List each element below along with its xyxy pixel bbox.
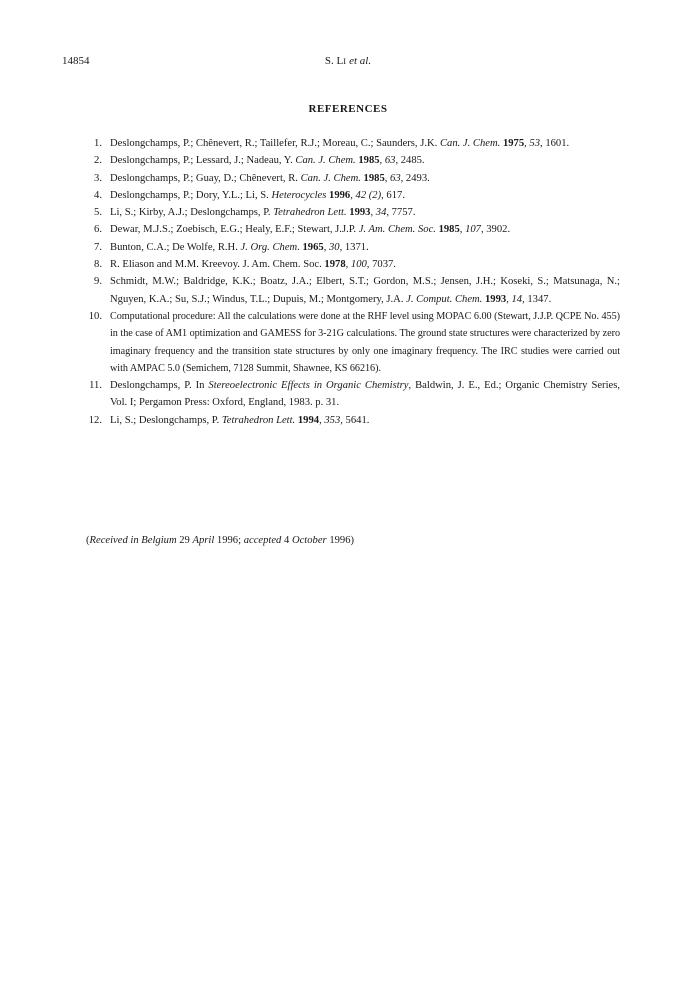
- received-open-paren: (: [86, 535, 90, 546]
- reference-segment: , 617.: [381, 189, 405, 201]
- reference-italic-segment: 63: [384, 155, 396, 167]
- running-title-author-initial: S. L: [324, 55, 344, 67]
- reference-text: [110, 170, 620, 187]
- reference-segment: Deslongchamps, P. In: [110, 380, 209, 392]
- reference-italic-segment: 107: [465, 224, 481, 236]
- reference-bold-segment: 1978: [324, 259, 346, 271]
- reference-italic-segment: Tetrahedron Lett.: [273, 207, 347, 219]
- reference-segment: R. Eliason and M.M. Kreevoy. J. Am. Chem. Soc.: [110, 259, 325, 271]
- reference-segment: Deslongchamps, P.; Dory, Y.L.; Li, S.: [110, 189, 272, 201]
- reference-segment: ,: [319, 414, 325, 426]
- reference-bold-segment: 1996: [329, 189, 351, 201]
- received-note: [86, 535, 354, 546]
- reference-number: 7 .: [80, 239, 102, 256]
- reference-bold-segment: 1975: [502, 138, 525, 149]
- reference-segment: Computational procedure: All the calculations were done at the RHF level using MOPAC 6.00 (Stewart, J.J.P. QCPE No. 455) in the case of AM1 optimization and GAMESS for 3-21G calculations. The ground state structures were characterized by zero imaginary frequency and the transition state structures by only one imaginary frequency. The IRC studies were carried out with AMPAC 5.0 (Semichem, 7128 Summit, Shawnee, KS 66216).: [110, 310, 620, 374]
- reference-item: [80, 170, 620, 187]
- reference-italic-segment: 353: [324, 414, 341, 426]
- reference-segment: Schmidt, M.W.; Baldridge, K.K.; Boatz, J.A.; Elbert, S.T.; Gordon, M.S.; Jensen, J.H.; Koseki, S.; Matsunaga, N.; Nguyen, K.A.; Su, S.J.; Windus, T.L.; Dupuis, M.; Montgomery, J.A.: [110, 276, 620, 305]
- reference-segment: ,: [459, 224, 466, 236]
- reference-bold-segment: 1965: [302, 241, 324, 253]
- reference-text: [110, 204, 620, 221]
- reference-segment: Deslongchamps, P.; Guay, D.; Chênevert, R.: [110, 172, 301, 184]
- reference-italic-segment: Stereoelectronic Effects in Organic Chemistry: [208, 380, 409, 392]
- reference-segment: , 3902.: [480, 224, 511, 236]
- reference-item: [80, 204, 620, 221]
- reference-text: [110, 273, 620, 308]
- reference-number: 11 .: [80, 377, 102, 394]
- reference-segment: , Baldwin, J. E., Ed.; Organic Chemistry Series, Vol. I; Pergamon Press: Oxford, England, 1983. p. 31.: [110, 380, 620, 409]
- reference-text: [110, 152, 620, 169]
- reference-item: [80, 152, 620, 169]
- reference-italic-segment: J. Am. Chem. Soc.: [358, 224, 436, 236]
- reference-italic-segment: Tetrahedron Lett.: [221, 414, 296, 426]
- reference-segment: ,: [506, 293, 512, 305]
- reference-segment: ,: [345, 259, 351, 271]
- reference-segment: , 5641.: [340, 414, 370, 426]
- running-title-author-rest: I: [343, 56, 347, 66]
- reference-text: [110, 308, 620, 377]
- reference-item: [80, 273, 620, 308]
- reference-bold-segment: 1993: [485, 293, 507, 305]
- reference-segment: , 2493.: [400, 172, 430, 184]
- reference-segment: ,: [379, 155, 385, 167]
- reference-italic-segment: 14: [511, 293, 523, 305]
- reference-text: [110, 239, 620, 256]
- reference-segment: , 1371.: [339, 241, 369, 253]
- received-month: April: [192, 535, 215, 546]
- received-label: Received in Belgium: [89, 535, 177, 546]
- reference-segment: ,: [384, 172, 391, 184]
- reference-text: [110, 135, 620, 152]
- reference-italic-segment: J. Org. Chem.: [240, 241, 300, 253]
- reference-italic-segment: Can. J. Chem.: [295, 155, 356, 167]
- reference-bold-segment: 1985: [358, 155, 380, 167]
- reference-segment: Deslongchamps, P.; Lessard, J.; Nadeau, Y.: [110, 155, 296, 167]
- reference-segment: , 7037.: [366, 259, 396, 271]
- reference-bold-segment: 1993: [349, 207, 371, 219]
- reference-number: 1 .: [80, 135, 102, 152]
- accepted-year: 1996: [326, 535, 351, 546]
- accepted-month: October: [291, 535, 327, 546]
- reference-number: 9 .: [80, 273, 102, 290]
- reference-text: [110, 412, 620, 429]
- reference-segment: ,: [323, 241, 329, 253]
- reference-italic-segment: J. Comput. Chem.: [406, 293, 483, 305]
- reference-italic-segment: Can. J. Chem.: [439, 138, 501, 149]
- reference-text: [110, 221, 620, 238]
- reference-item: [80, 135, 620, 152]
- reference-bold-segment: 1985: [363, 172, 385, 184]
- reference-text: [110, 187, 620, 204]
- reference-bold-segment: 1994: [297, 414, 320, 426]
- reference-item: [80, 412, 620, 429]
- reference-segment: , 7757.: [386, 207, 416, 219]
- reference-number: 6 .: [80, 221, 102, 238]
- reference-segment: ,: [370, 207, 376, 219]
- reference-segment: ,: [524, 138, 530, 149]
- reference-italic-segment: 53: [529, 138, 541, 149]
- reference-item: [80, 239, 620, 256]
- running-title-et-al: et al.: [346, 55, 372, 67]
- reference-segment: ,: [350, 189, 356, 201]
- reference-number: 5 .: [80, 204, 102, 221]
- received-day: 29: [176, 535, 193, 546]
- reference-italic-segment: 42 (2): [355, 189, 382, 201]
- reference-italic-segment: 100: [350, 259, 367, 271]
- reference-number: 4 .: [80, 187, 102, 204]
- reference-segment: , 2485.: [395, 155, 425, 167]
- reference-item: [80, 187, 620, 204]
- reference-segment: Li, S.; Kirby, A.J.; Deslongchamps, P.: [110, 207, 274, 219]
- received-close-paren: ): [350, 535, 355, 546]
- reference-number: 10 .: [80, 308, 102, 325]
- reference-segment: Deslongchamps, P.; Chênevert, R.; Taillefer, R.J.; Moreau, C.; Saunders, J.K.: [110, 138, 440, 149]
- reference-italic-segment: 63: [390, 172, 401, 184]
- running-title: [62, 55, 634, 67]
- reference-item: [80, 256, 620, 273]
- reference-number: 8 .: [80, 256, 102, 273]
- reference-italic-segment: Heterocycles: [271, 189, 327, 201]
- references-heading: REFERENCES: [308, 103, 388, 115]
- reference-item: [80, 308, 620, 377]
- reference-italic-segment: 30: [328, 241, 340, 253]
- reference-segment: Dewar, M.J.S.; Zoebisch, E.G.; Healy, E.F.; Stewart, J.J.P.: [110, 224, 359, 236]
- received-year: 1996;: [214, 535, 244, 546]
- reference-item: [80, 377, 620, 412]
- reference-bold-segment: 1985: [438, 224, 460, 236]
- reference-item: [80, 221, 620, 238]
- reference-segment: , 1347.: [522, 293, 552, 305]
- reference-number: 2 .: [80, 152, 102, 169]
- reference-italic-segment: Can. J. Chem.: [300, 172, 361, 184]
- reference-italic-segment: 34: [375, 207, 387, 219]
- reference-segment: Li, S.; Deslongchamps, P.: [110, 414, 222, 426]
- reference-segment: , 1601.: [540, 138, 570, 149]
- reference-list: [80, 135, 620, 429]
- reference-number: 3 .: [80, 170, 102, 187]
- accepted-day: 4: [281, 535, 292, 546]
- page-header: [62, 55, 634, 71]
- reference-text: [110, 377, 620, 412]
- accepted-label: accepted: [243, 535, 282, 546]
- reference-text: [110, 256, 620, 273]
- reference-segment: Bunton, C.A.; De Wolfe, R.H.: [110, 241, 241, 253]
- reference-number: 12 .: [80, 412, 102, 429]
- page-number: 14854: [62, 55, 90, 67]
